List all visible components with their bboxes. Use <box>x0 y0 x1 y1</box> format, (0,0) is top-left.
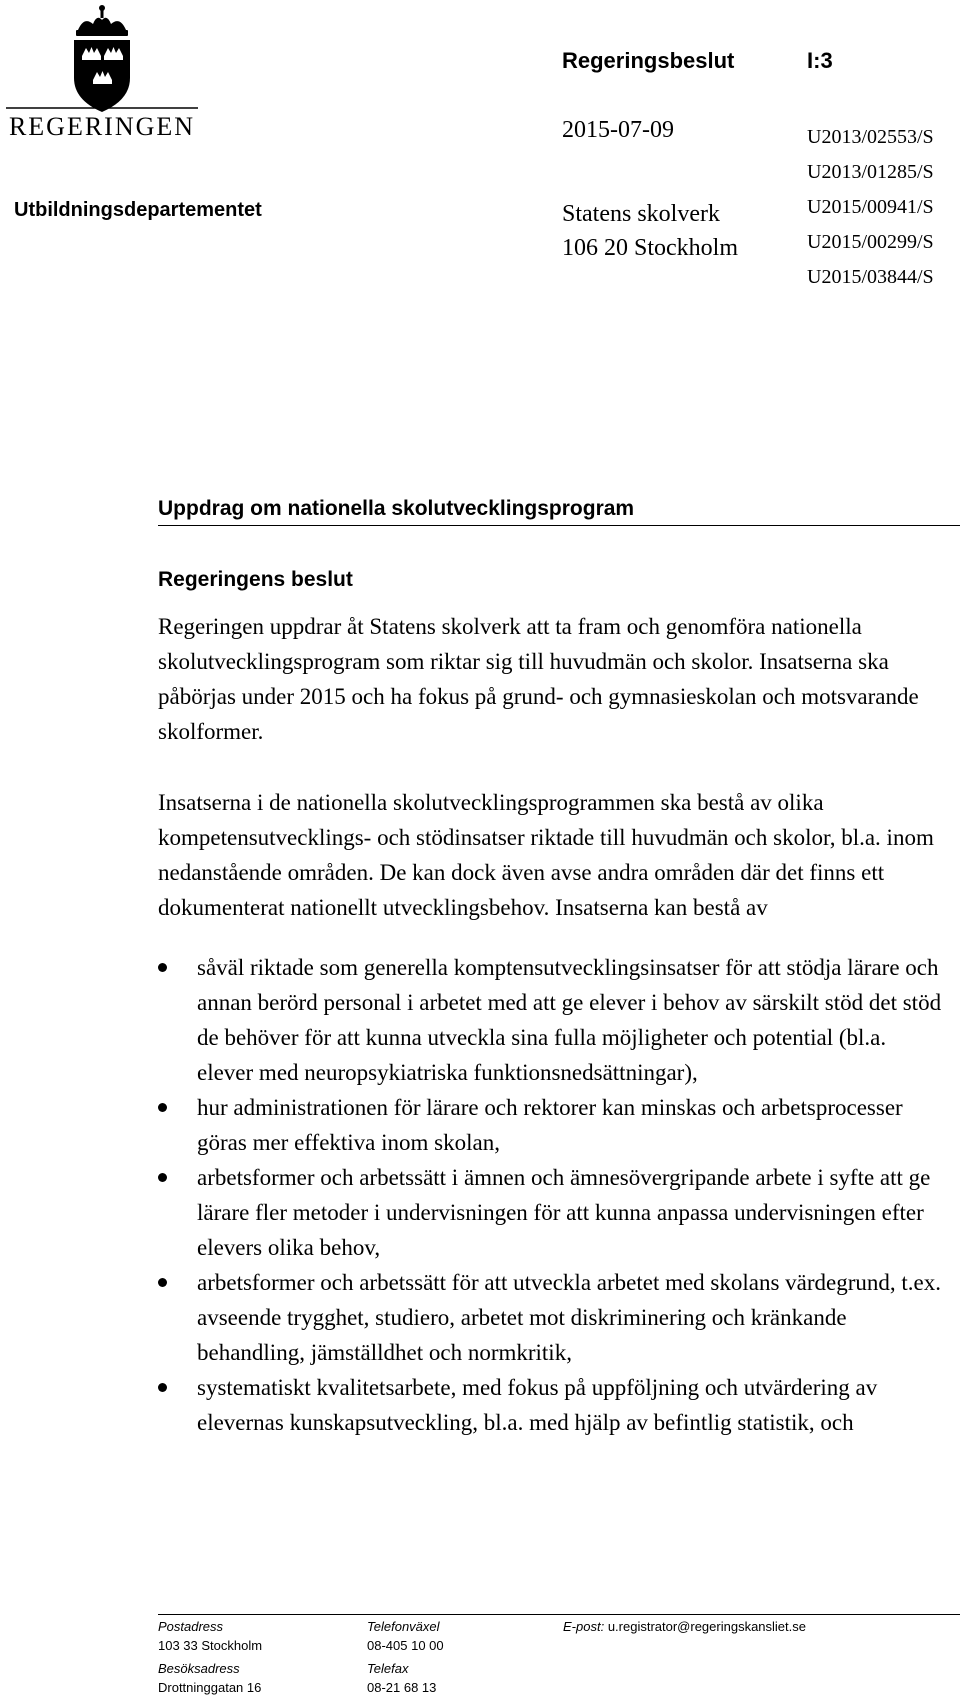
list-item <box>158 1265 948 1370</box>
email-address-link[interactable]: u.registrator@regeringskansliet.se <box>607 1619 806 1634</box>
measures-list <box>158 950 948 1440</box>
visiting-address-label: Besöksadress <box>158 1661 240 1676</box>
document-title: Uppdrag om nationella skolutvecklingsprogram <box>158 497 635 520</box>
recipient-address <box>562 197 738 265</box>
postal-address-value: 103 33 Stockholm <box>158 1638 263 1653</box>
document-number: I:3 <box>807 48 833 73</box>
list-item-text: arbetsformer och arbetssätt för att utveckla arbetet med skolans värdegrund, t.ex. avseende trygghet, studiero, arbetet mot diskriminering och kränkande behandling, jämställdhet och normkritik, <box>197 1270 942 1365</box>
switchboard-label: Telefonväxel <box>367 1619 440 1634</box>
list-item <box>158 950 948 1090</box>
reference-numbers <box>807 120 934 295</box>
bullet-icon <box>158 1383 167 1392</box>
list-item-text: systematiskt kvalitetsarbete, med fokus på uppföljning och utvärdering av elevernas kunskapsutveckling, bl.a. med hjälp av befintlig statistik, och <box>197 1375 878 1435</box>
recipient-name: Statens skolverk <box>562 201 720 227</box>
reference-number: U2015/03844/S <box>807 266 934 288</box>
scope-paragraph: Insatserna i de nationella skolutvecklingsprogrammen ska bestå av olika kompetensutvecklings- och stödinsatser riktade till huvudmän och skolor, bl.a. inom nedanstående områden. De kan dock även avse andra områden där det finns ett dokumenterat nationellt utvecklingsbehov. Insatserna kan bestå av <box>158 790 934 920</box>
email-label: E-post: <box>563 1619 605 1634</box>
bullet-icon <box>158 1103 167 1112</box>
title-divider <box>158 525 960 526</box>
reference-number: U2015/00299/S <box>807 231 934 253</box>
fax-value: 08-21 68 13 <box>367 1680 437 1695</box>
document-type: Regeringsbeslut <box>562 48 735 73</box>
list-item-text: såväl riktade som generella komptensutvecklingsinsatser för att stödja lärare och annan berörd personal i arbetet med att ge elever i behov av särskilt stöd det stöd de behöver för att kunna utveckla sina fulla möjligheter och potential (bl.a. elever med neuropsykiatriska funktionsnedsättningar), <box>197 955 942 1085</box>
government-logo <box>0 0 205 145</box>
department-name: Utbildningsdepartementet <box>14 199 262 221</box>
fax-label: Telefax <box>367 1661 409 1676</box>
visiting-address-value: Drottninggatan 16 <box>158 1680 262 1695</box>
list-item-text: arbetsformer och arbetssätt i ämnen och ämnesövergripande arbete i syfte att ge lärare fler metoder i undervisningen för att kunna anpassa undervisningen efter elevers olika behov, <box>197 1165 931 1260</box>
footer-divider <box>158 1614 960 1615</box>
list-item-text: hur administrationen för lärare och rektorer kan minskas och arbetsprocesser göras mer effektiva inom skolan, <box>197 1095 903 1155</box>
coat-of-arms-icon <box>0 0 205 145</box>
list-item <box>158 1160 948 1265</box>
bullet-icon <box>158 963 167 972</box>
logo-wordmark: REGERINGEN <box>8 112 196 141</box>
list-item <box>158 1370 948 1440</box>
decision-paragraph: Regeringen uppdrar åt Statens skolverk att ta fram och genomföra nationella skolutvecklingsprogram som riktar sig till huvudmän och skolor. Insatserna ska påbörjas under 2015 och ha fokus på grund- och gymnasieskolan och motsvarande skolformer. <box>158 614 919 744</box>
bullet-icon <box>158 1173 167 1182</box>
bullet-icon <box>158 1278 167 1287</box>
decision-date: 2015-07-09 <box>562 117 674 143</box>
reference-number: U2015/00941/S <box>807 196 934 218</box>
section-heading: Regeringens beslut <box>158 568 353 591</box>
email-line <box>563 1619 806 1634</box>
reference-number: U2013/02553/S <box>807 126 934 148</box>
list-item <box>158 1090 948 1160</box>
reference-number: U2013/01285/S <box>807 161 934 183</box>
switchboard-value: 08-405 10 00 <box>367 1638 444 1653</box>
postal-address-label: Postadress <box>158 1619 224 1634</box>
recipient-postal: 106 20 Stockholm <box>562 235 739 261</box>
